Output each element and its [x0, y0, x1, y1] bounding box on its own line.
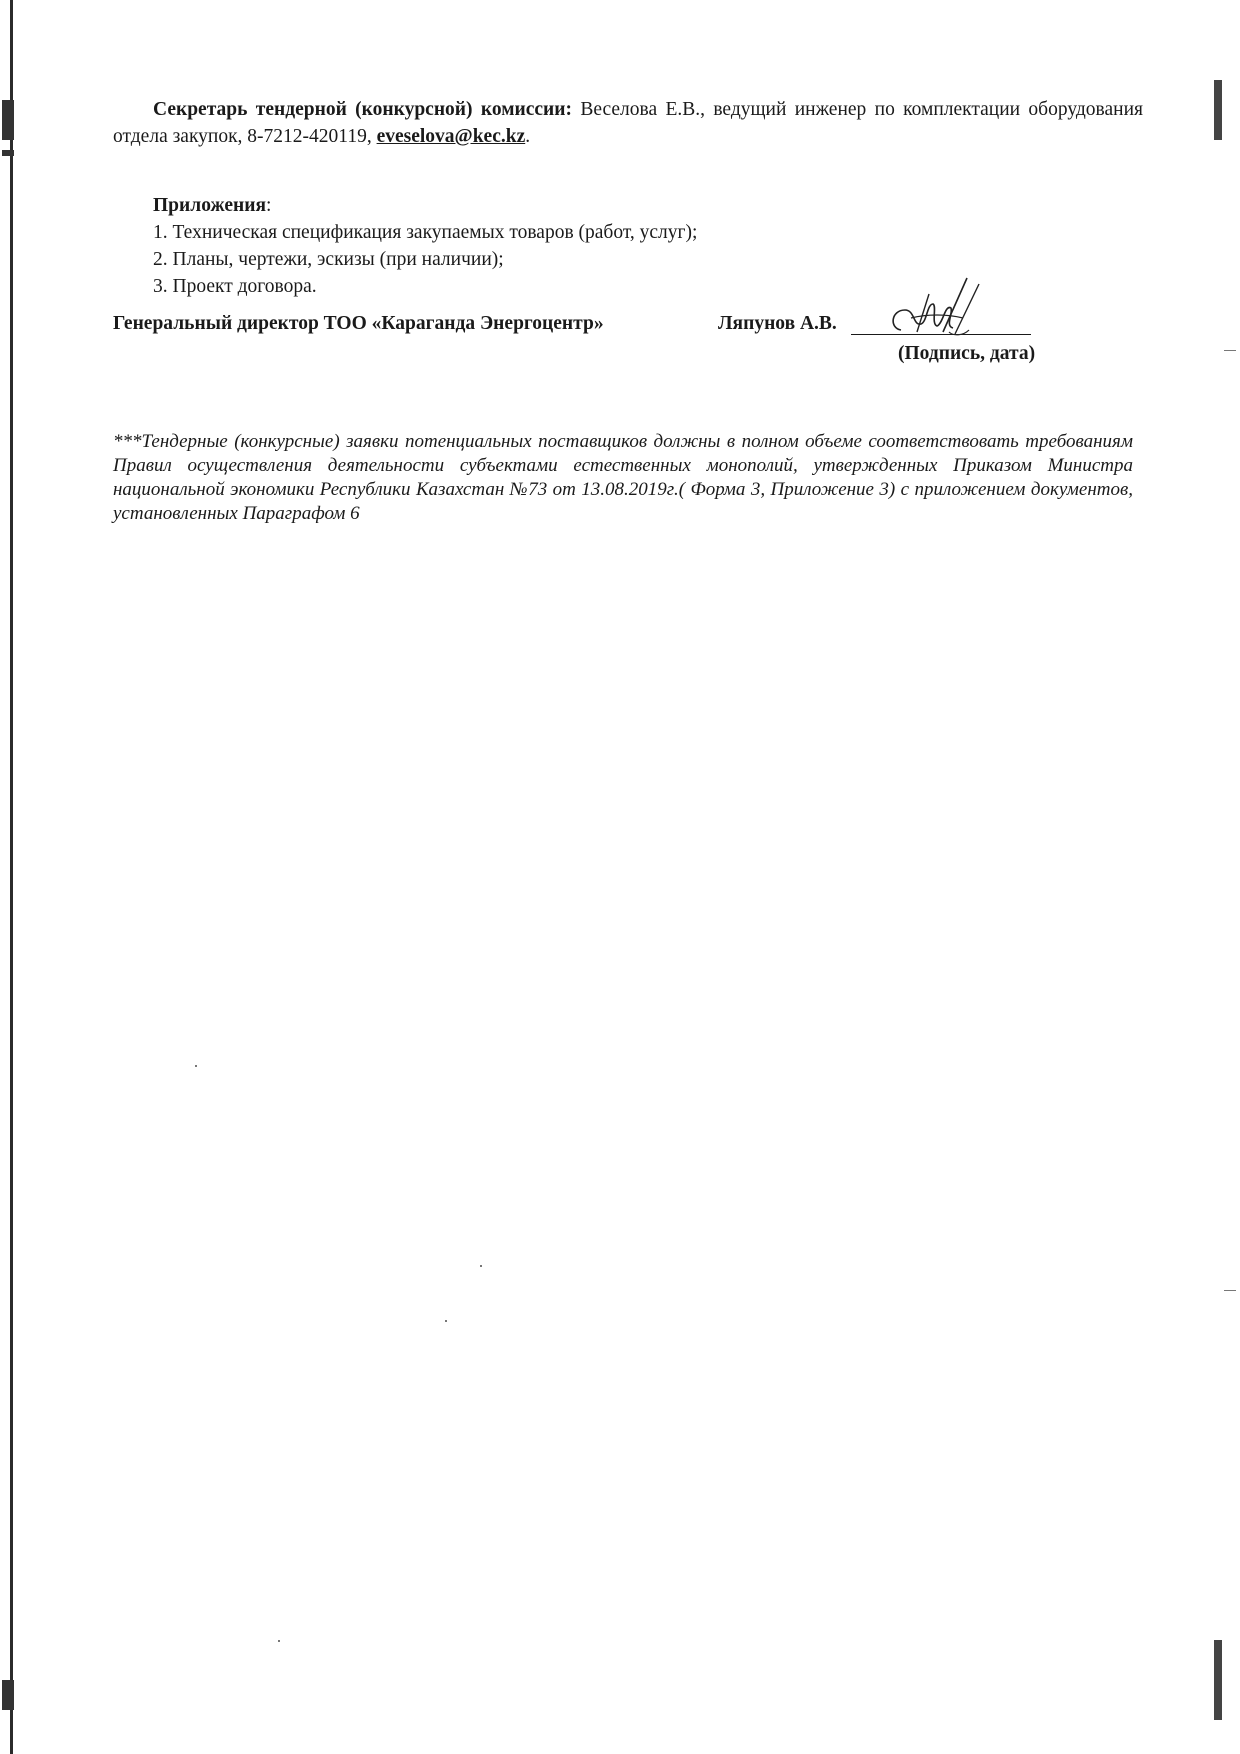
secretary-label: Секретарь тендерной (конкурсной) комиссии:: [153, 99, 573, 120]
scan-speck: [480, 1265, 482, 1267]
scan-speck: [1224, 1290, 1236, 1291]
secretary-email[interactable]: eveselova@kec.kz: [376, 126, 526, 147]
scan-mark: [2, 1680, 14, 1710]
footnote: ***Тендерные (конкурсные) заявки потенциальных поставщиков должны в полном объеме соответствовать требованиям Правил осуществления деятельности субъектами естественных монополий, утвержденных Приказом Министра национальной экономики Республики Казахстан №73 от 13.08.2019г.( Форма 3, Приложение 3) с приложением документов, установленных Параграфом 6: [113, 431, 1133, 524]
director-name: Ляпунов А.В.: [718, 313, 837, 334]
signature-block: [113, 310, 1143, 374]
handwritten-signature: [871, 274, 981, 340]
appendix-item: 2. Планы, чертежи, эскизы (при наличии);: [153, 249, 504, 270]
appendix-heading: [153, 192, 1143, 219]
scan-mark: [2, 100, 14, 140]
secretary-paragraph: [113, 96, 1143, 150]
scan-speck: [195, 1065, 197, 1067]
appendix-title-colon: :: [266, 195, 272, 216]
appendix-list: [153, 219, 1143, 300]
scan-speck: [445, 1320, 447, 1322]
scan-edge-right: [1214, 80, 1222, 140]
scan-speck: [1224, 350, 1236, 351]
director-title: Генеральный директор ТОО «Караганда Энергоцентр»: [113, 313, 604, 334]
scan-mark: [2, 150, 14, 156]
scan-speck: [278, 1640, 280, 1642]
secretary-text: Веселова Е.В., ведущий инженер по комплектации оборудования отдела закупок, 8-7212-420119,: [113, 99, 1143, 147]
appendix-section: [113, 192, 1143, 300]
secretary-end: .: [525, 126, 531, 147]
appendix-item: 3. Проект договора.: [153, 276, 317, 297]
signature-caption: (Подпись, дата): [898, 343, 1036, 364]
appendix-title: Приложения: [153, 195, 267, 216]
scan-edge-right: [1214, 1640, 1222, 1720]
appendix-item: 1. Техническая спецификация закупаемых товаров (работ, услуг);: [153, 222, 698, 243]
document-body: [113, 96, 1143, 545]
scan-edge-left: [10, 0, 13, 1754]
